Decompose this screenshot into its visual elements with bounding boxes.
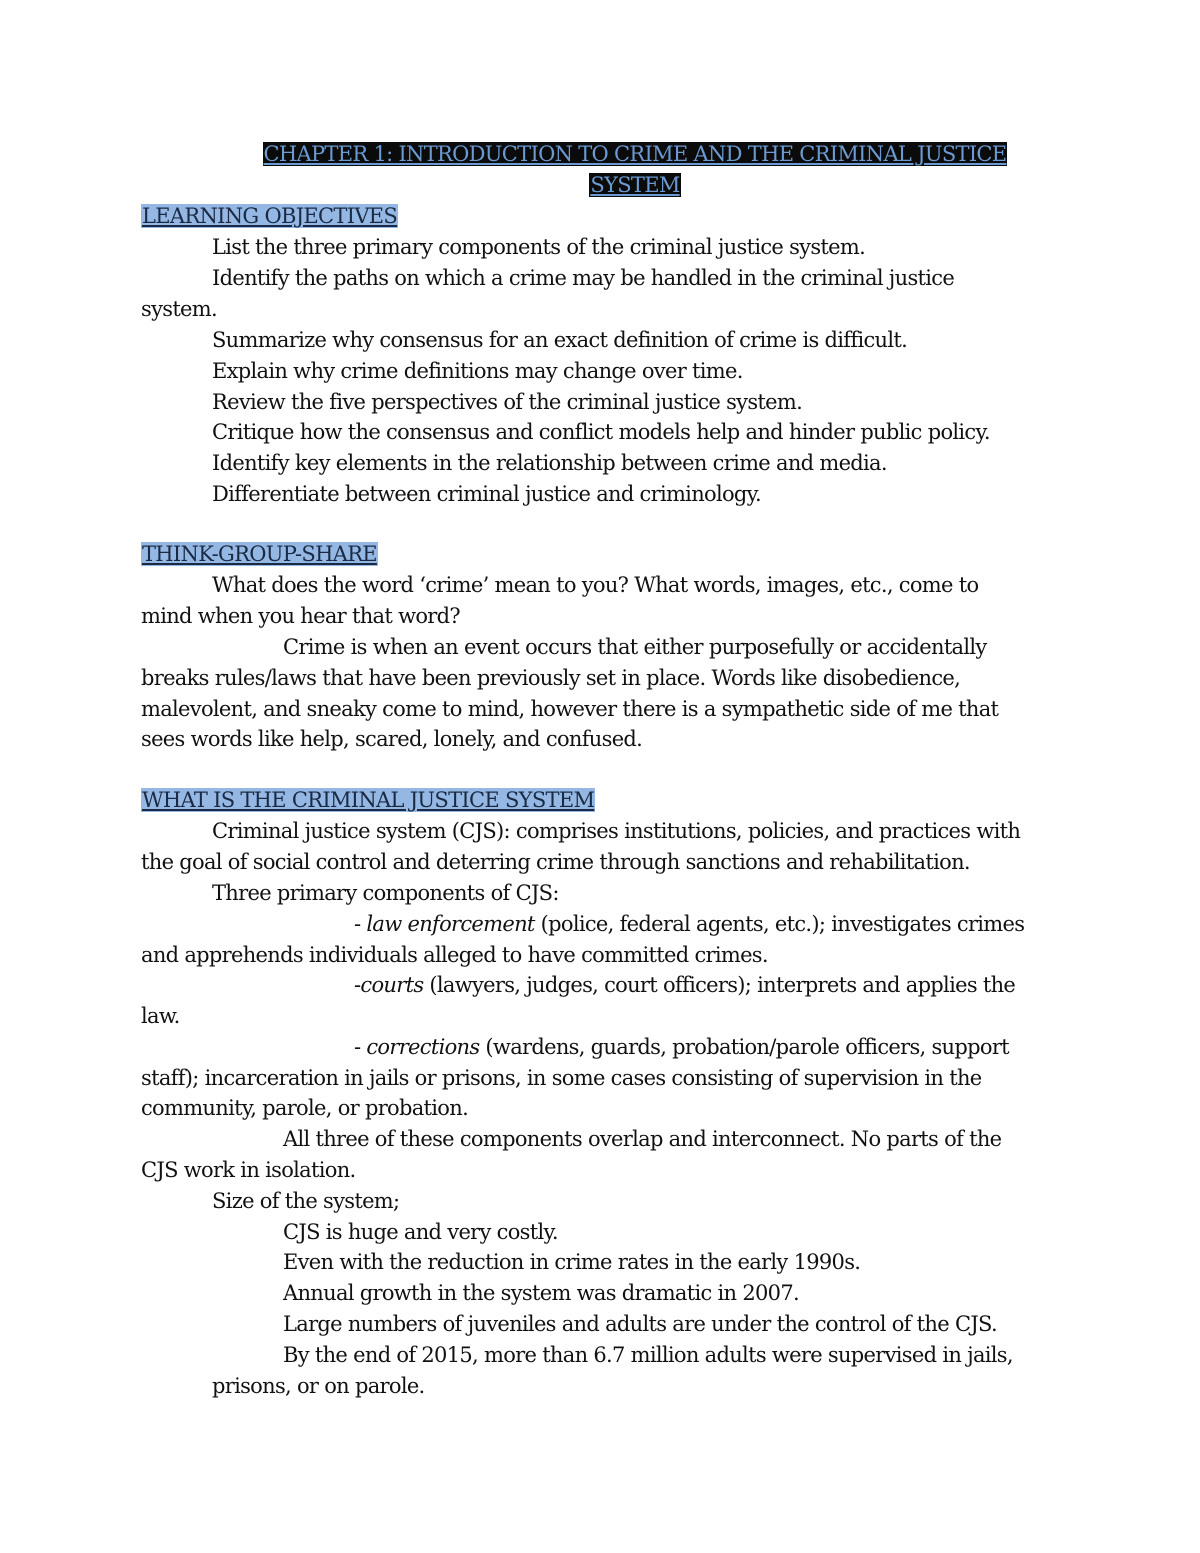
components-intro: Three primary components of CJS: [212, 881, 559, 905]
objective-item: Identify key elements in the relationship between crime and media. [212, 451, 887, 475]
size-item: Even with the reduction in crime rates in the early 1990s. [283, 1250, 861, 1274]
bullet-dash: - [354, 912, 367, 936]
size-item-cont: prisons, or on parole. [212, 1374, 425, 1398]
chapter-title-cont: SYSTEM [590, 173, 680, 197]
component-desc: (wardens, guards, probation/parole officers, support [479, 1035, 1009, 1059]
overlap-line: CJS work in isolation. [141, 1158, 356, 1182]
title-line-2 [0, 170, 1200, 200]
component-cont: law. [141, 1004, 180, 1028]
heading-text: WHAT IS THE CRIMINAL JUSTICE SYSTEM [142, 788, 595, 812]
objective-item: Review the five perspectives of the criminal justice system. [212, 390, 803, 414]
definition-line: Criminal justice system (CJS): comprises institutions, policies, and practices with [212, 819, 1021, 843]
chapter-title: CHAPTER 1: INTRODUCTION TO CRIME AND THE CRIMINAL JUSTICE [263, 142, 1007, 166]
question-line: mind when you hear that word? [141, 604, 460, 628]
size-item: Annual growth in the system was dramatic in 2007. [283, 1281, 799, 1305]
component-desc: (police, federal agents, etc.); investigates crimes [534, 912, 1025, 936]
objective-item: Explain why crime definitions may change over time. [212, 359, 743, 383]
component-cont: and apprehends individuals alleged to have committed crimes. [141, 943, 768, 967]
title-line-1 [0, 139, 1200, 169]
size-item: By the end of 2015, more than 6.7 million adults were supervised in jails, [283, 1343, 1013, 1367]
overlap-line: All three of these components overlap and interconnect. No parts of the [283, 1127, 1002, 1151]
component-term: corrections [366, 1035, 480, 1059]
component-cont: community, parole, or probation. [141, 1096, 469, 1120]
definition-line: the goal of social control and deterring crime through sanctions and rehabilitation. [141, 850, 970, 874]
answer-line: Crime is when an event occurs that either purposefully or accidentally [283, 635, 987, 659]
component-desc: (lawyers, judges, court officers); interprets and applies the [423, 973, 1016, 997]
heading-text: LEARNING OBJECTIVES [142, 204, 398, 228]
size-heading: Size of the system; [212, 1189, 400, 1213]
component-courts [354, 970, 1015, 1000]
bullet-dash: - [354, 973, 361, 997]
answer-line: breaks rules/laws that have been previously set in place. Words like disobedience, [141, 666, 961, 690]
question-line: What does the word ‘crime’ mean to you? What words, images, etc., come to [212, 573, 979, 597]
objective-item: Summarize why consensus for an exact definition of crime is difficult. [212, 328, 908, 352]
heading-text: THINK-GROUP-SHARE [142, 542, 377, 566]
objective-item: Critique how the consensus and conflict models help and hinder public policy. [212, 420, 990, 444]
think-group-share-heading [141, 539, 378, 569]
answer-line: sees words like help, scared, lonely, and confused. [141, 727, 643, 751]
objective-item: Identify the paths on which a crime may be handled in the criminal justice [212, 266, 955, 290]
objective-item: List the three primary components of the criminal justice system. [212, 235, 866, 259]
cjs-heading [141, 785, 595, 815]
objective-item: Differentiate between criminal justice and criminology. [212, 482, 762, 506]
learning-objectives-heading [141, 201, 398, 231]
component-law-enforcement [354, 909, 1024, 939]
component-cont: staff); incarceration in jails or prisons, in some cases consisting of supervision in the [141, 1066, 982, 1090]
component-term: courts [360, 973, 424, 997]
answer-line: malevolent, and sneaky come to mind, however there is a sympathetic side of me that [141, 697, 999, 721]
bullet-dash: - [354, 1035, 367, 1059]
size-item: Large numbers of juveniles and adults are under the control of the CJS. [283, 1312, 997, 1336]
size-item: CJS is huge and very costly. [283, 1220, 558, 1244]
component-term: law enforcement [366, 912, 535, 936]
component-corrections [354, 1032, 1009, 1062]
objective-item-cont: system. [141, 297, 217, 321]
